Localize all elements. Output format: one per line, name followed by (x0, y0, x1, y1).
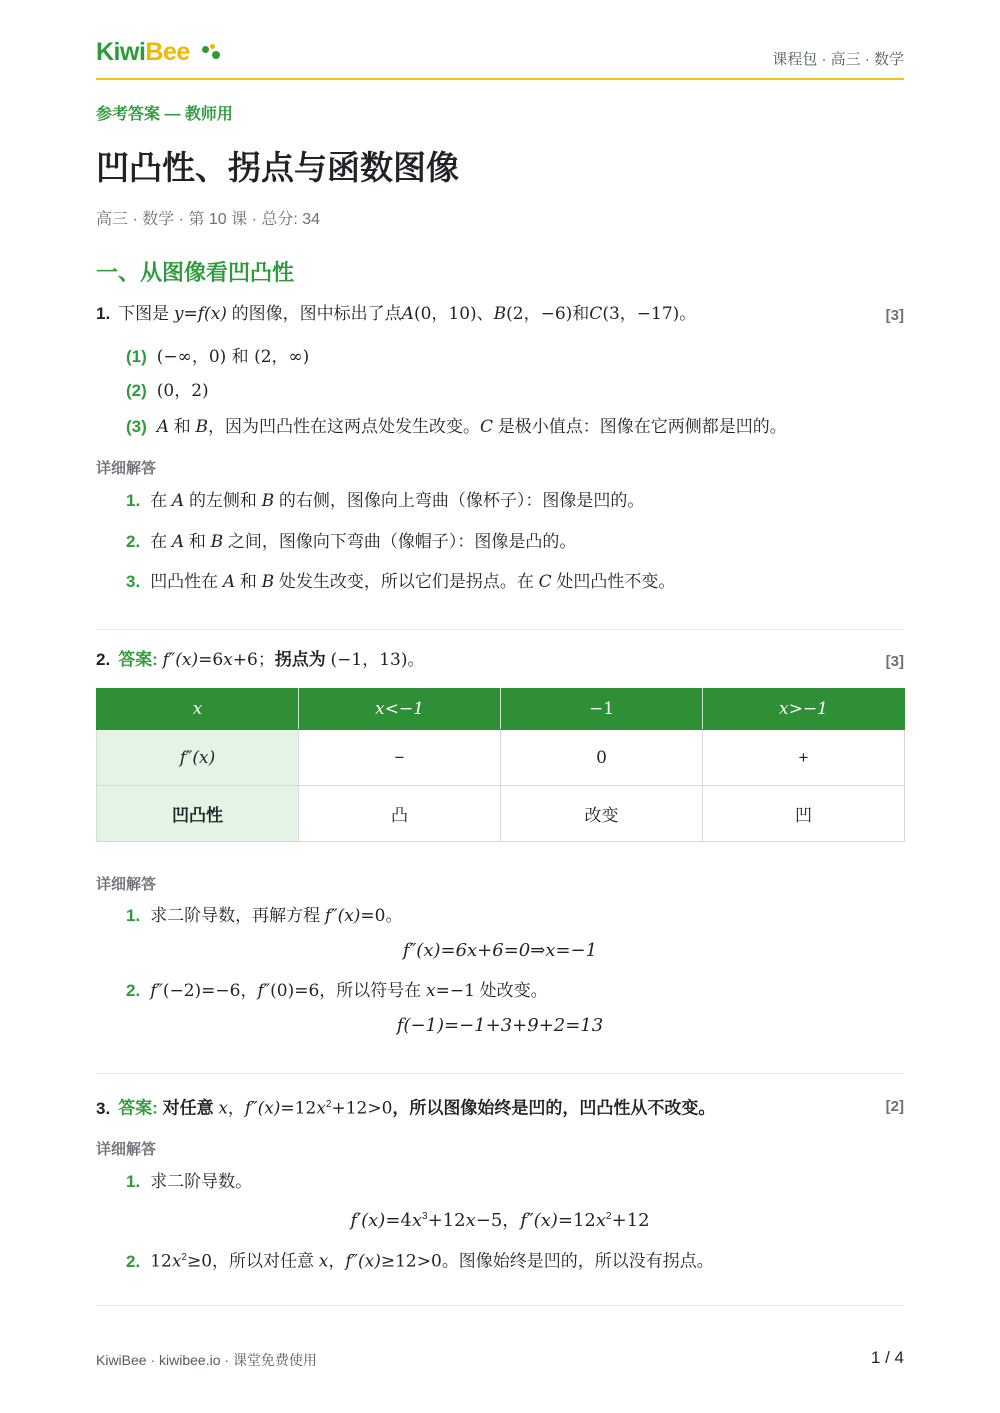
divider (96, 629, 904, 630)
logo-kiwi: Kiwi (96, 38, 146, 66)
question-3: 3. 答案: 对任意 x，$f''(x)=12x^2+12>0$，所以图像始终是凹的，凹凸性从不改变。 [2] (96, 1093, 904, 1121)
solution-step: 3. 凹凸性在 A 和 B 处发生改变，所以它们是拐点。在 C 处凹凸性不变。 (126, 572, 676, 592)
table-row-header: f″(x) (97, 730, 299, 786)
question-text: 和 (572, 304, 590, 323)
table-row (97, 730, 905, 786)
breadcrumb[interactable]: 课程包 · 高三 · 数学 (772, 51, 904, 68)
table-header: x<−1 (299, 689, 501, 730)
step-text: 的左侧和 (188, 491, 257, 510)
table-row (97, 786, 905, 842)
lesson-meta: 高三 · 数学 · 第 10 课 · 总分: 34 (96, 211, 321, 228)
step-text: 之间，图像向下弯曲（像帽子）：图像是凸的。 (227, 532, 577, 551)
part-label: (3) (126, 417, 147, 436)
points-badge: [3] (885, 307, 904, 324)
question-number: 2. (96, 650, 111, 669)
table-row-header: 凹凸性 (97, 786, 299, 842)
page-footer (96, 1305, 904, 1368)
teacher-tag: 参考答案 — 教师用 (96, 106, 233, 123)
answer-part-1 (126, 345, 309, 369)
answer-part-3: (3) A 和 B，因为凹凸性在这两点处发生改变。C 是极小值点：图像在它两侧都是凹的。 (126, 417, 787, 437)
footer-credit[interactable]: KiwiBee · kiwibee.io · 课堂免费使用 (96, 1352, 317, 1368)
points-badge: [3] (885, 653, 904, 670)
step-text: ，所以对任意 (212, 1251, 315, 1271)
function-expression: y=f(x) (173, 304, 227, 324)
solution-step: 1. 求二阶导数，再解方程 f″(x)=0。 (126, 906, 403, 926)
detail-heading: 详细解答 (96, 1141, 157, 1158)
page-number: 1 / 4 (870, 1348, 904, 1367)
solution-step: 2. 在 A 和 B 之间，图像向下弯曲（像帽子）：图像是凸的。 (126, 532, 577, 552)
question-text: 下图是 (118, 304, 170, 323)
table-header-row (97, 689, 905, 730)
step-text: 的右侧，图像向上弯曲（像杯子）：图像是凹的。 (278, 491, 645, 510)
answer-text: ，所以图像始终是凹的，凹凸性从不改变。 (392, 1098, 716, 1118)
question-text: 的图像，图中标出了点 (231, 304, 402, 323)
equation (96, 940, 904, 961)
table-cell: 凸 (299, 786, 501, 842)
page-header (96, 36, 904, 80)
part-answer: (0，2) (156, 381, 209, 401)
step-text: 处凹凸性不变。 (556, 572, 676, 591)
solution-step: 1. 在 A 的左侧和 B 的右侧，图像向上弯曲（像杯子）：图像是凹的。 (126, 491, 645, 511)
step-text: 求二阶导数，再解方程 (150, 906, 321, 925)
question-1: 1. 下图是 y=f(x) 的图像，图中标出了点A(0，10)、B(2，−6)和C(3，−17)。 [3] (96, 302, 904, 326)
question-text: 。 (679, 304, 697, 323)
table-cell: − (299, 730, 501, 786)
detail-heading: 详细解答 (96, 876, 157, 893)
question-number: 3. (96, 1098, 111, 1118)
step-text: 求二阶导数。 (150, 1172, 253, 1191)
table-cell: + (703, 730, 905, 786)
step-text: 处发生改变，所以它们是拐点。在 (278, 572, 534, 591)
solution-step: 2. $12x^2\ge 0$，所以对任意 x，f″(x)≥12>0。图像始终是凹的，所以没有拐点。 (126, 1251, 714, 1272)
part-label: (2) (126, 381, 147, 400)
solution-step: 2. f″(−2)=−6，f″(0)=6，所以符号在 x=−1 处改变。 (126, 981, 548, 1001)
part-answer: ，因为凹凸性在这两点处发生改变。 (208, 417, 481, 436)
section-heading: 一、从图像看凹凸性 (96, 260, 295, 285)
step-text: 处改变。 (479, 981, 548, 1000)
part-answer: 是极小值点：图像在它两侧都是凹的。 (497, 417, 787, 436)
answer-label: 答案: (118, 1098, 158, 1118)
sign-table (96, 688, 905, 842)
question-2: 2. 答案: f″(x)=6x+6；拐点为 (−1，13)。 [3] (96, 648, 904, 672)
equation (96, 1015, 904, 1036)
table-cell: 改变 (501, 786, 703, 842)
step-text: 。图像始终是凹的，所以没有拐点。 (441, 1251, 714, 1271)
answer-text: 对任意 (162, 1098, 214, 1118)
detail-heading: 详细解答 (96, 460, 157, 477)
divider (96, 1073, 904, 1074)
answer-part-2 (126, 379, 209, 403)
solution-step: 1. 求二阶导数。 (126, 1172, 253, 1191)
answer-label: 答案: (118, 650, 158, 669)
answer-text: 拐点为 (274, 650, 326, 669)
logo-dots-icon (202, 44, 222, 60)
kiwibee-logo[interactable] (96, 38, 190, 67)
table-cell: 凹 (703, 786, 905, 842)
page-title: 凹凸性、拐点与函数图像 (96, 149, 459, 186)
part-answer: (−∞，0) 和 (2，∞) (156, 347, 310, 367)
equation-text: f(−1)=−1+3+9+2=13 (396, 1015, 604, 1036)
equation: $f'(x)=4x^3+12x-5$，$f''(x)=12x^2+12$ (350, 1210, 650, 1231)
question-number: 1. (96, 304, 111, 323)
points-badge: [2] (885, 1098, 904, 1115)
logo-bee: Bee (145, 38, 190, 66)
equation-text: f″(x)=6x+6=0⇒x=−1 (402, 940, 598, 961)
table-cell: 0 (501, 730, 703, 786)
part-label: (1) (126, 347, 147, 366)
table-header: −1 (501, 689, 703, 730)
table-header: x>−1 (703, 689, 905, 730)
step-text: 所以符号在 (336, 981, 422, 1000)
table-header: x (97, 689, 299, 730)
